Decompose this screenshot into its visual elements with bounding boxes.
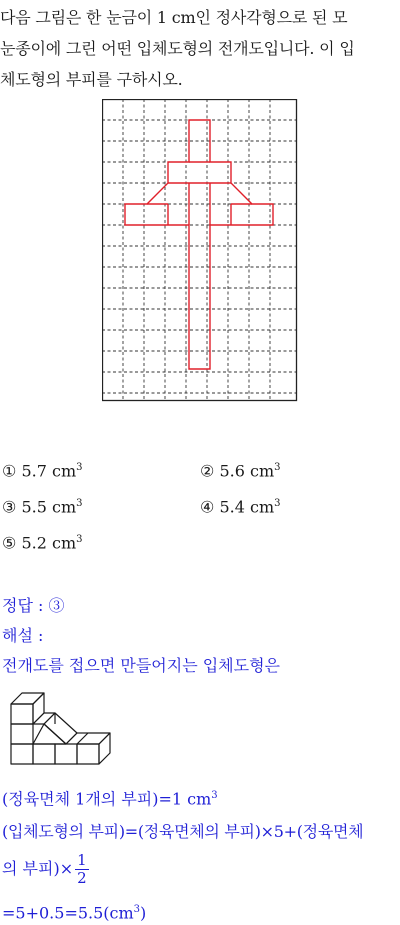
choice-marker: ① <box>2 461 17 481</box>
choice-unit: cm <box>249 497 275 517</box>
net-outline <box>125 120 273 369</box>
choice-value: 5.7 <box>21 461 47 481</box>
question-line-1: 다음 그림은 한 눈금이 1 cm인 정사각형으로 된 모 <box>0 8 348 27</box>
closing-paren: ) <box>140 903 147 923</box>
choice-unit: cm <box>51 533 77 553</box>
choice-unit: cm <box>51 497 77 517</box>
choice-5[interactable] <box>2 530 83 553</box>
choice-3[interactable] <box>2 494 83 517</box>
explain-label: 해설 : <box>2 626 44 645</box>
half-volume-text: 의 부피)× <box>2 859 74 878</box>
exponent: 3 <box>211 790 218 801</box>
choice-exponent: 3 <box>76 534 83 545</box>
explain-line-1: 전개도를 접으면 만들어지는 입체도형은 <box>2 656 281 675</box>
solid-diagram <box>6 686 118 768</box>
question-line-3: 체도형의 부피를 구하시오. <box>0 70 183 89</box>
answer-label: 정답 : ③ <box>2 596 65 615</box>
choice-4[interactable] <box>200 494 281 517</box>
explain-line-3: (입체도형의 부피)=(정육면체의 부피)×5+(정육면체 <box>2 822 364 841</box>
grid-figure <box>102 99 298 406</box>
choice-value: 5.6 <box>219 461 245 481</box>
solid-figure <box>6 686 118 772</box>
fraction-numerator: 1 <box>77 851 87 869</box>
explain-line-5 <box>2 900 146 923</box>
explain-line-4 <box>2 850 89 888</box>
question-line-2: 눈종이에 그린 어떤 입체도형의 전개도입니다. 이 입 <box>0 39 355 58</box>
choice-marker: ② <box>200 461 215 481</box>
net-diagram <box>102 99 298 402</box>
question-text <box>0 2 396 95</box>
explain-line-2 <box>2 786 218 809</box>
choice-exponent: 3 <box>274 498 281 509</box>
choice-2[interactable] <box>200 458 281 481</box>
fraction-one-half <box>75 852 89 887</box>
choice-exponent: 3 <box>76 462 83 473</box>
choice-unit: cm <box>51 461 77 481</box>
choice-value: 5.5 <box>21 497 47 517</box>
exponent: 3 <box>133 904 141 915</box>
total-volume-text: =5+0.5=5.5(cm <box>2 903 134 923</box>
choice-value: 5.4 <box>219 497 245 517</box>
choice-marker: ③ <box>2 497 17 517</box>
choice-1[interactable] <box>2 458 83 481</box>
choice-exponent: 3 <box>76 498 83 509</box>
choice-value: 5.2 <box>21 533 47 553</box>
choice-exponent: 3 <box>274 462 281 473</box>
cube-volume-text: (정육면체 1개의 부피)=1 cm <box>2 789 212 809</box>
fraction-denominator: 2 <box>77 869 87 887</box>
choice-unit: cm <box>249 461 275 481</box>
choice-marker: ⑤ <box>2 533 17 553</box>
choice-marker: ④ <box>200 497 215 517</box>
